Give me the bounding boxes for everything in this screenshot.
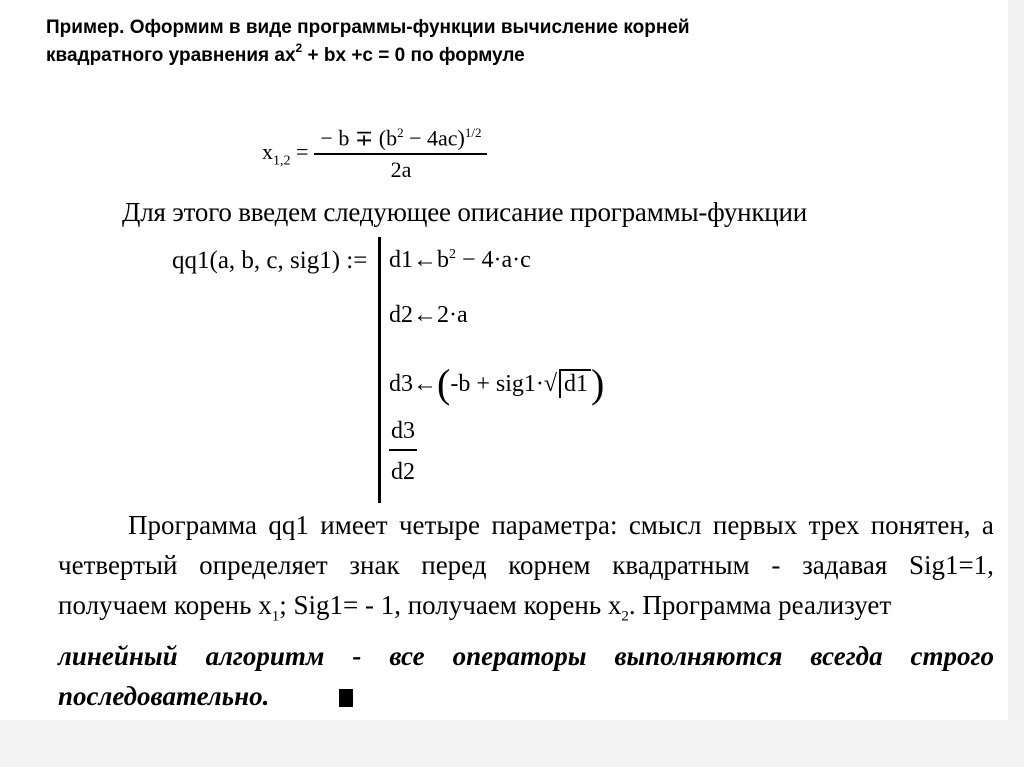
program-line-3 [389, 360, 604, 407]
paragraph-word: перед [421, 550, 487, 580]
explanation-paragraph [58, 505, 994, 716]
formula-lhs-sub: 1,2 [273, 153, 291, 169]
paragraph-word: линейный [58, 641, 178, 672]
bottom-margin-shade [0, 720, 1024, 767]
paragraph-word: четвертый [58, 550, 178, 580]
paragraph-line-3-text [58, 585, 891, 636]
paragraph-line-2 [58, 545, 994, 585]
paragraph-word: а [981, 510, 994, 540]
program-result-numerator: d3 [389, 418, 417, 451]
paragraph-line-3-sub1: 1 [271, 608, 280, 625]
paragraph-word: имеет [320, 510, 388, 540]
right-margin-shade [1008, 0, 1024, 767]
formula-lhs [262, 139, 308, 169]
program-line-1-before: d1←b [389, 247, 449, 273]
program-line-3-inner: -b + sig1·√ [450, 371, 558, 397]
paragraph-line-1 [58, 505, 994, 545]
program-line-1-sup: 2 [449, 247, 456, 262]
paragraph-word: определяет [199, 550, 328, 580]
formula-numerator [314, 125, 487, 155]
formula-num-middle: − 4ac) [403, 125, 465, 151]
program-line-3-before: d3← [389, 371, 437, 397]
paragraph-word: - [352, 641, 362, 672]
paragraph-word: квадратным [612, 550, 750, 580]
program-line-2: d2←2·a [389, 302, 468, 328]
paragraph-word: строго [910, 641, 994, 672]
formula-denominator: 2a [390, 157, 412, 183]
paragraph-line-3 [58, 585, 994, 636]
formula-num-sup2: 1/2 [464, 125, 482, 140]
paragraph-word: понятен, [870, 510, 971, 540]
heading-line-2-before: квадратного уравнения ax [46, 45, 296, 66]
program-signature: qq1(a, b, c, sig1) := [172, 247, 368, 274]
heading-line-1-rest: . Оформим в виде программы-функции вычисление корней [119, 17, 690, 38]
paragraph-line-3-c: . Программа реализует [628, 590, 892, 620]
paragraph-word: всегда [810, 641, 883, 672]
program-line-3-sqrt-arg: d1 [559, 369, 591, 398]
paragraph-word: знак [349, 550, 400, 580]
formula-num-sup1: 2 [397, 125, 404, 140]
heading-line-1 [46, 14, 926, 42]
heading-exponent: 2 [295, 40, 303, 55]
paragraph-word: смысл [628, 510, 702, 540]
paragraph-line-5-text: последовательно. [58, 681, 270, 712]
paragraph-word: параметра: [491, 510, 618, 540]
formula-num-before: − b ∓ (b [320, 125, 398, 151]
heading-line-2 [46, 42, 926, 70]
paragraph-word: все [389, 641, 425, 672]
paragraph-word: qq1 [268, 510, 309, 540]
paragraph-word: трех [808, 510, 860, 540]
paragraph-line-3-b: ; Sig1= - 1, получаем корень x [279, 590, 622, 620]
paragraph-word: корнем [508, 550, 591, 580]
formula-lhs-var: x [262, 138, 273, 164]
end-of-proof-mark [339, 689, 353, 707]
program-line-1 [389, 247, 531, 274]
paragraph-word: Программа [128, 510, 258, 540]
paragraph-word: выполняются [614, 641, 783, 672]
paragraph-line-3-a: получаем корень x [58, 590, 272, 620]
program-result-denominator: d2 [391, 459, 415, 485]
program-line-3-open-paren: ( [437, 361, 451, 406]
heading-line-1-text [46, 14, 690, 42]
program-block-bar [378, 237, 381, 503]
quadratic-formula [262, 125, 487, 183]
paragraph-word: - [771, 550, 781, 580]
paragraph-word: операторы [452, 641, 587, 672]
paragraph-word: первых [712, 510, 798, 540]
program-line-3-close-paren: ) [591, 361, 605, 406]
paragraph-word: задавая [802, 550, 888, 580]
paragraph-word: четыре [398, 510, 480, 540]
heading-block [46, 14, 926, 70]
formula-fraction [314, 125, 487, 183]
heading-lead: Пример [46, 17, 120, 38]
paragraph-line-4 [58, 636, 994, 676]
heading-line-2-after: + bx +c = 0 по формуле [302, 45, 525, 66]
formula-equals: = [290, 138, 309, 164]
program-line-1-after: − 4·a·c [456, 247, 531, 273]
paragraph-line-3-sub2: 2 [621, 608, 629, 625]
program-result-fraction [389, 418, 417, 486]
paragraph-word: алгоритм [205, 641, 325, 672]
intro-sentence: Для этого введем следующее описание программы-функции [122, 197, 808, 227]
paragraph-line-5 [58, 676, 994, 716]
paragraph-word: Sig1=1, [908, 550, 994, 580]
